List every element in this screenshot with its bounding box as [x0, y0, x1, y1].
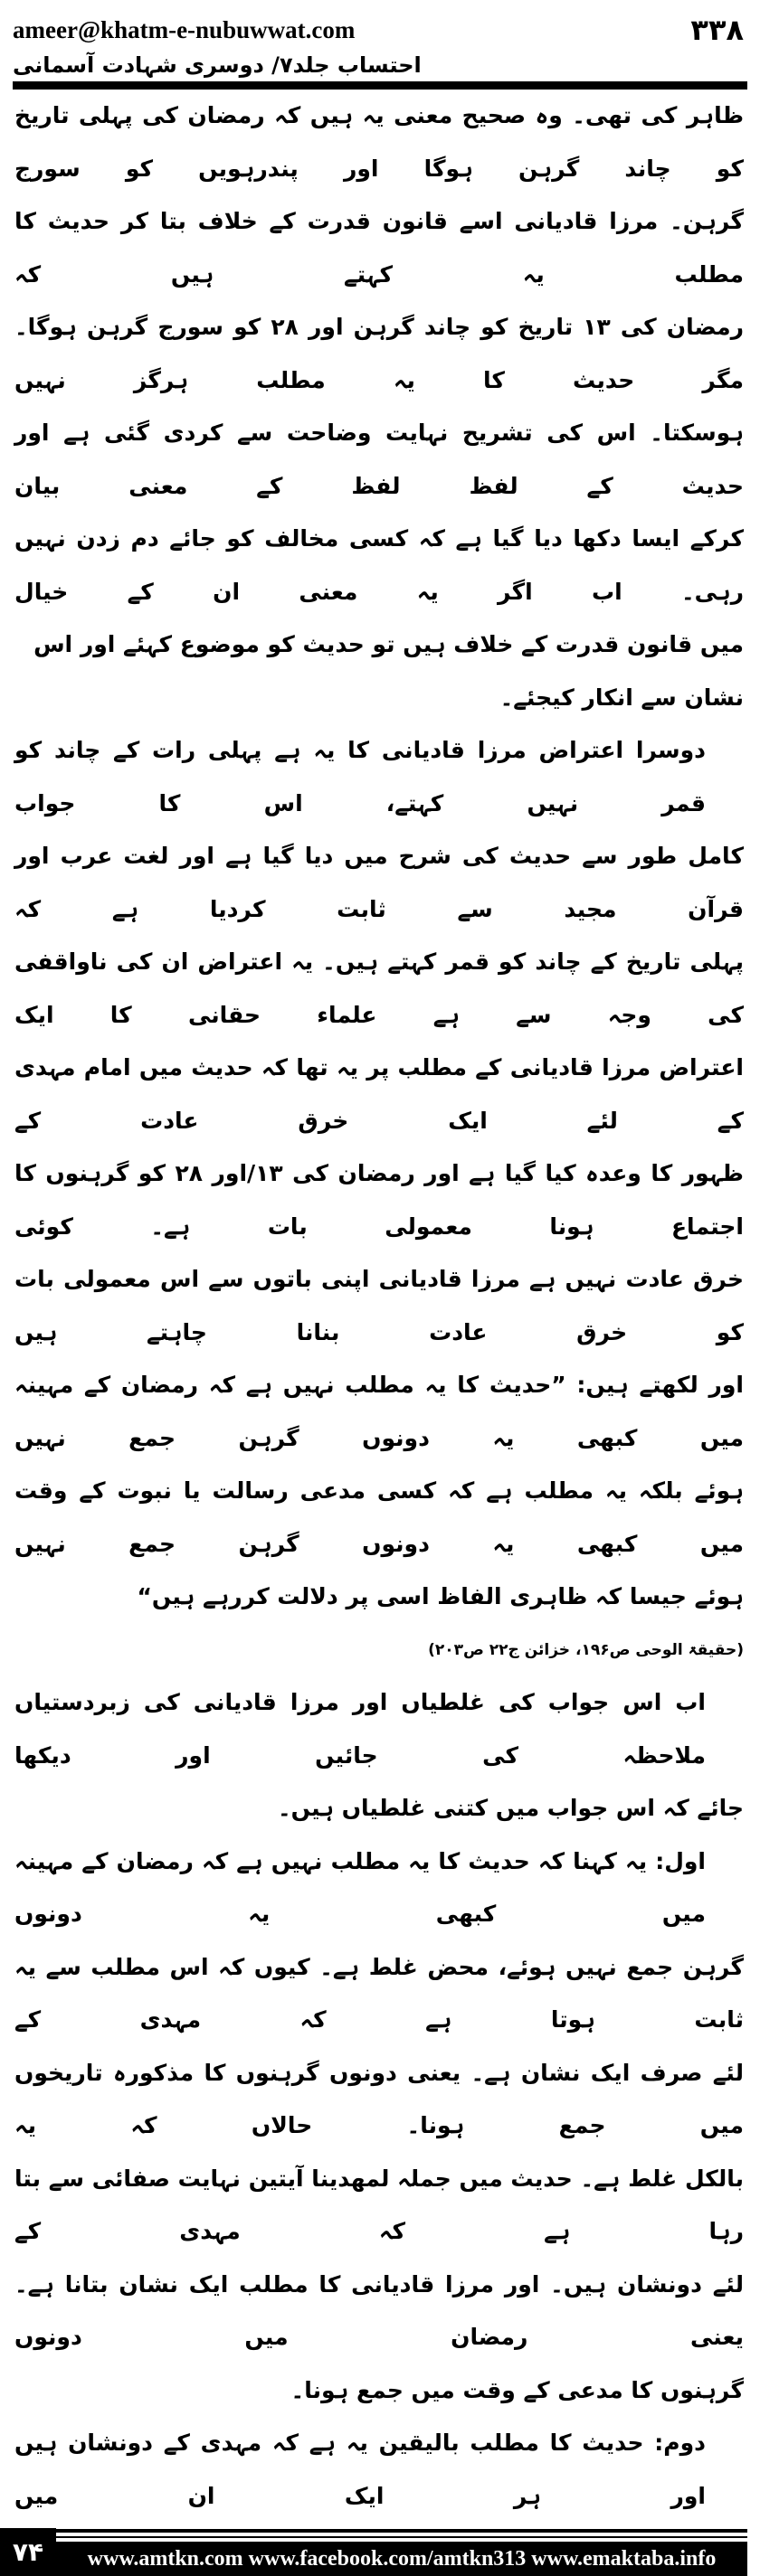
text-line: لئے صرف ایک نشان ہے۔ یعنی دونوں گرہنوں کا مذکورہ تاریخوں میں جمع ہونا۔ حالاں کہ یہ: [14, 2059, 744, 2138]
text-line: گرہنوں کا مدعی کے وقت میں جمع ہونا۔: [290, 2376, 744, 2403]
text-line: لئے دونشان ہیں۔ اور مرزا قادیانی کا مطلب ایک نشان بتانا ہے۔ یعنی رمضان میں دونوں: [14, 2270, 744, 2350]
footer-links: www.amtkn.com www.facebook.com/amtkn313 www.emaktaba.info: [56, 2542, 747, 2576]
text-line: جائے کہ اس جواب میں کتنی غلطیاں ہیں۔: [278, 1795, 744, 1821]
text-line: اول: یہ کہنا کہ حدیث کا یہ مطلب نہیں ہے کہ رمضان کے مہینہ میں کبھی یہ دونوں: [14, 1847, 706, 1927]
footer-page-number: ۷۴: [0, 2528, 56, 2576]
text-line: خرق عادت نہیں ہے مرزا قادیانی اپنی باتوں سے اس معمولی بات کو خرق عادت بنانا چاہتے ہیں: [14, 1266, 744, 1345]
header-email: ameer@khatm-e-nubuwwat.com: [13, 15, 356, 43]
page-header: [0, 0, 760, 90]
text-line: گرہن۔ مرزا قادیانی اسے قانون قدرت کے خلاف بتا کر حدیث کا مطلب یہ کہتے ہیں کہ: [14, 208, 744, 288]
citation-reference: (حقیقۃ الوحی ص۱۹۶، خزائن ج۲۲ ص۲۰۳): [428, 1640, 744, 1659]
text-line: دوسرا اعتراض مرزا قادیانی کا یہ ہے پہلی رات کے چاند کو قمر نہیں کہتے، اس کا جواب: [14, 737, 706, 816]
text-line: اب اس جواب کی غلطیاں اور مرزا قادیانی کی زبردستیاں ملاحظہ کی جائیں اور دیکھا: [14, 1689, 706, 1769]
page-footer: [0, 2528, 760, 2576]
text-line: ظاہر کی تھی۔ وہ صحیح معنی یہ ہیں کہ رمضان کی پہلی تاریخ کو چاند گرہن ہوگا اور پندرہویں کو سورج: [14, 102, 744, 182]
quote-end: ہوئے جیسا کہ ظاہری الفاظ اسی پر دلالت کررہے ہیں“: [137, 1583, 744, 1609]
page-body: [0, 90, 760, 2523]
text-line-with-citation: [14, 1571, 744, 1676]
header-divider: [13, 81, 747, 90]
footer-right: [56, 2528, 747, 2576]
footer-rule-thin: [56, 2536, 747, 2538]
footer-rule: [56, 2529, 747, 2533]
text-line: بالکل غلط ہے۔ حدیث میں جملہ لمھدینا آیتین نہایت صفائی سے بتا رہا ہے کہ مہدی کے: [14, 2165, 744, 2244]
text-line: ہوئے بلکہ یہ مطلب ہے کہ کسی مدعی رسالت یا نبوت کے وقت میں کبھی یہ دونوں گرہن جمع نہیں: [14, 1477, 744, 1557]
text-line: کرکے ایسا دکھا دیا گیا ہے کہ کسی مخالف کو جائے دم زدن نہیں رہی۔ اب اگر یہ معنی ان کے خیال: [14, 525, 744, 605]
header-row: [0, 0, 760, 78]
text-line: رمضان کی ۱۳ تاریخ کو چاند گرہن اور ۲۸ کو سورج گرہن ہوگا۔ مگر حدیث کا یہ مطلب ہرگز نہیں: [14, 314, 745, 393]
header-book-title: احتساب جلد۷/ دوسری شہادت آسمانی: [13, 52, 422, 78]
text-line: دوم: حدیث کا مطلب بالیقین یہ ہے کہ مہدی کے دونشان ہیں اور ہر ایک ان میں: [14, 2430, 706, 2509]
text-line: میں قانون قدرت کے خلاف ہیں تو حدیث کو موضوع کہئے اور اس نشان سے انکار کیجئے۔: [33, 631, 744, 711]
text-line: پہلی تاریخ کے چاند کو قمر کہتے ہیں۔ یہ اعتراض ان کی ناواقفی کی وجہ سے ہے علماء حقانی کا ایک: [14, 948, 744, 1028]
text-line: اور لکھتے ہیں: ”حدیث کا یہ مطلب نہیں ہے کہ رمضان کے مہینہ میں کبھی یہ دونوں گرہن جمع نہیں: [14, 1372, 744, 1451]
text-line: ظہور کا وعدہ کیا گیا ہے اور رمضان کی ۱۳/اور ۲۸ کو گرہنوں کا اجتماع ہونا معمولی بات ہے۔ کوئی: [14, 1160, 744, 1240]
text-line: اعتراض مرزا قادیانی کے مطلب پر یہ تھا کہ حدیث میں امام مہدی کے لئے ایک خرق عادت کے: [14, 1054, 744, 1134]
text-line: کامل طور سے حدیث کی شرح میں دیا گیا ہے اور لغت عرب اور قرآن مجید سے ثابت کردیا ہے کہ: [14, 843, 744, 922]
text-line: ہوسکتا۔ اس کی تشریح نہایت وضاحت سے کردی گئی ہے اور حدیث کے لفظ لفظ کے معنی بیان: [14, 420, 744, 499]
header-page-number: ۳۳۸: [690, 13, 744, 47]
text-line: گرہن جمع نہیں ہوئے، محض غلط ہے۔ کیوں کہ اس مطلب سے یہ ثابت ہوتا ہے کہ مہدی کے: [14, 1953, 744, 2033]
